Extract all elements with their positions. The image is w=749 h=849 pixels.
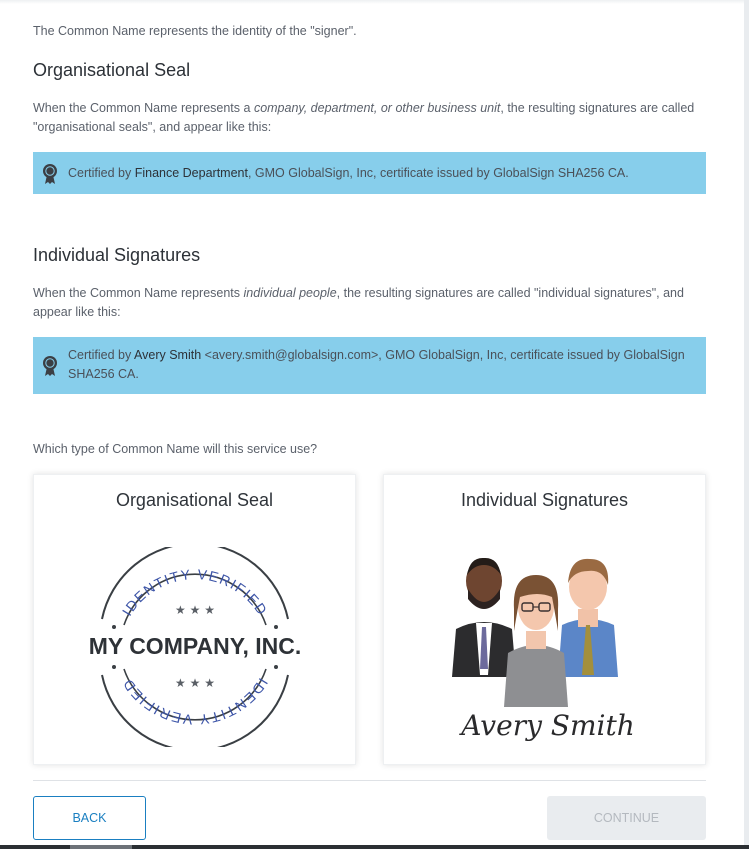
stamp-stars-bottom: ★ ★ ★ — [175, 676, 215, 690]
horizontal-scrollbar[interactable] — [0, 845, 749, 849]
continue-button[interactable]: CONTINUE — [547, 796, 706, 840]
scrollbar-thumb[interactable] — [70, 845, 132, 849]
question-text: Which type of Common Name will this service use? — [33, 442, 318, 456]
individual-banner-name: Avery Smith — [134, 348, 202, 362]
seal-desc-post: , the resulting signatures are called "organisational seals", and appear like this: — [33, 101, 695, 134]
individual-desc-pre: When the Common Name represents — [33, 286, 244, 300]
people-group-icon — [438, 547, 658, 757]
stamp-bottom-text: IDENTITY VERIFIED — [118, 675, 272, 728]
seal-card-title: Organisational Seal — [115, 490, 274, 510]
award-ribbon-icon — [42, 355, 58, 377]
individual-card-title: Individual Signatures — [460, 490, 629, 510]
seal-desc-pre: When the Common Name represents a — [33, 101, 254, 115]
seal-example-banner — [33, 152, 706, 194]
award-ribbon-icon — [42, 163, 58, 185]
individual-heading: Individual Signatures — [33, 245, 201, 265]
back-button[interactable]: BACK — [33, 796, 146, 840]
seal-banner-prefix: Certified by — [68, 166, 135, 180]
intro-text: The Common Name represents the identity of the "signer". — [33, 24, 357, 38]
seal-banner-suffix: , GMO GlobalSign, Inc, certificate issued by GlobalSign SHA256 CA. — [247, 166, 629, 180]
signature-text: Avery Smith — [461, 709, 635, 742]
top-shadow — [0, 0, 749, 4]
seal-heading: Organisational Seal — [33, 60, 191, 80]
individual-desc-post: , the resulting signatures are called "individual signatures", and appear like this: — [33, 286, 684, 319]
individual-banner-prefix: Certified by — [68, 348, 135, 362]
individual-signatures-option-card[interactable] — [383, 474, 706, 765]
individual-desc-em: individual people — [243, 286, 337, 300]
individual-example-banner — [33, 337, 706, 394]
individual-banner-text — [68, 346, 698, 384]
stamp-top-text: IDENTITY VERIFIED — [118, 566, 272, 619]
organisational-seal-option-card[interactable] — [33, 474, 356, 765]
individual-description — [33, 284, 706, 322]
stamp-company-name: MY COMPANY, INC. — [88, 633, 302, 659]
individual-banner-suffix: <avery.smith@globalsign.com>, GMO GlobalSign, Inc, certificate issued by GlobalSign SHA256 CA. — [68, 348, 685, 381]
company-stamp-icon — [72, 547, 318, 747]
seal-banner-text — [68, 164, 698, 183]
footer-divider — [33, 780, 706, 781]
seal-description — [33, 99, 706, 137]
scrollbar-track[interactable] — [744, 0, 749, 849]
stamp-stars-top: ★ ★ ★ — [175, 603, 215, 617]
seal-desc-em: company, department, or other business unit — [253, 101, 501, 115]
seal-banner-name: Finance Department — [134, 166, 248, 180]
